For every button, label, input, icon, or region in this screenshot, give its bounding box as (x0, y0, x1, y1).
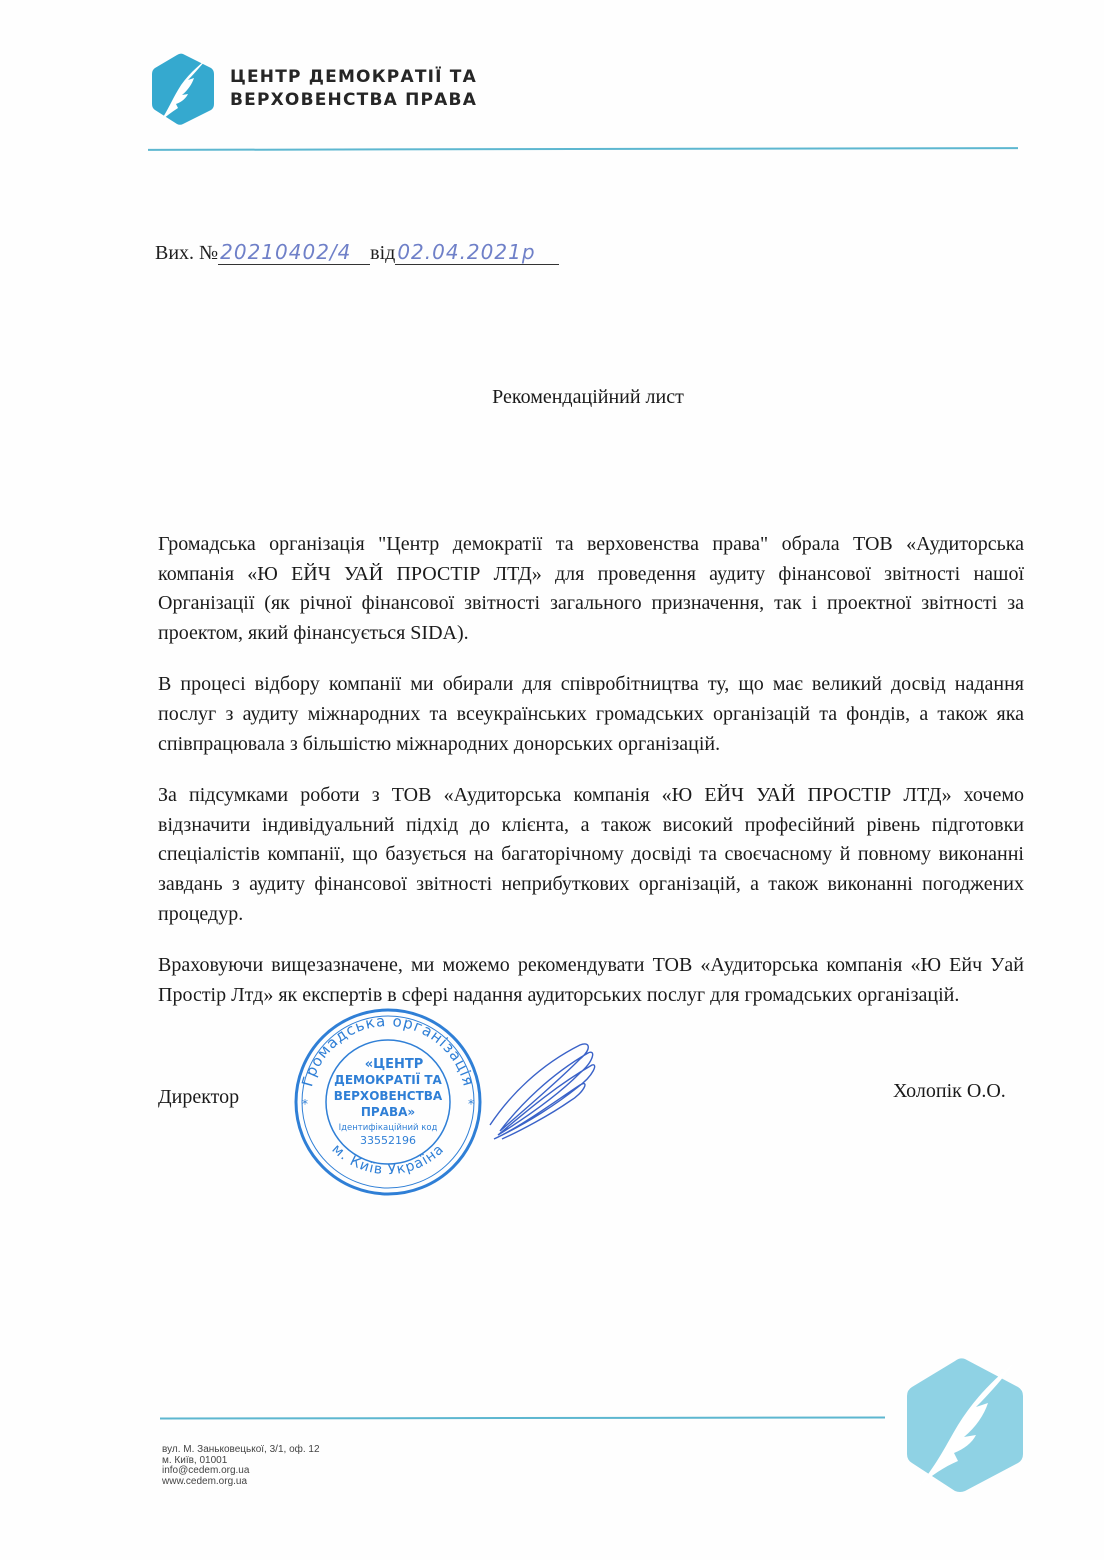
header-divider (148, 147, 1018, 151)
quill-hexagon-logo-light-icon (902, 1355, 1028, 1495)
outgoing-number-label: Вих. № (155, 242, 219, 264)
svg-text:«ЦЕНТР: «ЦЕНТР (364, 1057, 424, 1072)
handwritten-signature-icon (480, 1035, 600, 1145)
footer-address-street: вул. М. Заньковецької, 3/1, оф. 12 (162, 1444, 320, 1455)
body-paragraph: Громадська організація "Центр демократії та верховенства права" обрала ТОВ «Аудиторська компанія «Ю ЕЙЧ УАЙ ПРОСТІР ЛТД» для проведення аудиту фінансової звітності нашої Організації (як річної фінансової звітності загального призначення, так і проектної звітності за проектом, який фінансується SIDA). (158, 533, 1024, 644)
letter-body (158, 530, 1024, 1032)
svg-text:м. Київ Україна: м. Київ Україна (328, 1141, 448, 1179)
body-paragraph: В процесі відбору компанії ми обирали для співробітництва ту, що має великий досвід надання послуг з аудиту міжнародних та всеукраїнських громадських організацій та фондів, а також яка співпрацювала з більшістю міжнародних донорських організацій. (158, 673, 1024, 755)
reference-line (155, 240, 559, 265)
svg-text:Громадська організація: Громадська організація (298, 1011, 478, 1089)
svg-text:33552196: 33552196 (360, 1134, 416, 1147)
quill-hexagon-logo-icon (150, 52, 216, 126)
footer-contacts (162, 1445, 320, 1487)
footer-divider (160, 1416, 885, 1419)
date-value: 02.04.2021р (395, 240, 559, 265)
document-title: Рекомендаційний лист (492, 386, 684, 408)
body-paragraph: Враховуючи вищезазначене, ми можемо рекомендувати ТОВ «Аудиторська компанія «Ю Ейч Уай Простір Лтд» як експертів в сфері надання аудиторських послуг для громадських організацій. (158, 954, 1024, 1006)
organization-name-line-2: ВЕРХОВЕНСТВА ПРАВА (230, 90, 478, 110)
svg-text:Ідентифікаційний код: Ідентифікаційний код (338, 1123, 438, 1133)
svg-text:ВЕРХОВЕНСТВА: ВЕРХОВЕНСТВА (333, 1089, 443, 1103)
organization-name-line-1: ЦЕНТР ДЕМОКРАТІЇ ТА (230, 67, 477, 87)
organization-name (230, 66, 477, 112)
footer-website-link[interactable]: www.cedem.org.ua (162, 1475, 248, 1487)
footer-email-link[interactable]: info@cedem.org.ua (162, 1465, 250, 1477)
date-label: від (370, 242, 396, 264)
official-stamp-icon (288, 1006, 488, 1196)
signatory-position: Директор (158, 1086, 240, 1108)
outgoing-number-value: 20210402/4 (218, 240, 370, 265)
signatory-name: Холопік О.О. (893, 1080, 1006, 1102)
svg-text:*: * (468, 1097, 474, 1111)
body-paragraph: За підсумками роботи з ТОВ «Аудиторська компанія «Ю ЕЙЧ УАЙ ПРОСТІР ЛТД» хочемо відзначити індивідуальний підхід до клієнта, а також високий професійний рівень підготовки спеціалістів компанії, що базується на багаторічному досвіді та своєчасному й повному виконанні завдань з аудиту фінансової звітності неприбуткових організацій, а також виконанні погоджених процедур. (158, 784, 1024, 925)
footer-address-city: м. Київ, 01001 (162, 1454, 228, 1466)
svg-text:ДЕМОКРАТІЇ ТА: ДЕМОКРАТІЇ ТА (334, 1073, 442, 1087)
svg-text:ПРАВА»: ПРАВА» (360, 1105, 416, 1119)
svg-text:*: * (302, 1097, 308, 1111)
